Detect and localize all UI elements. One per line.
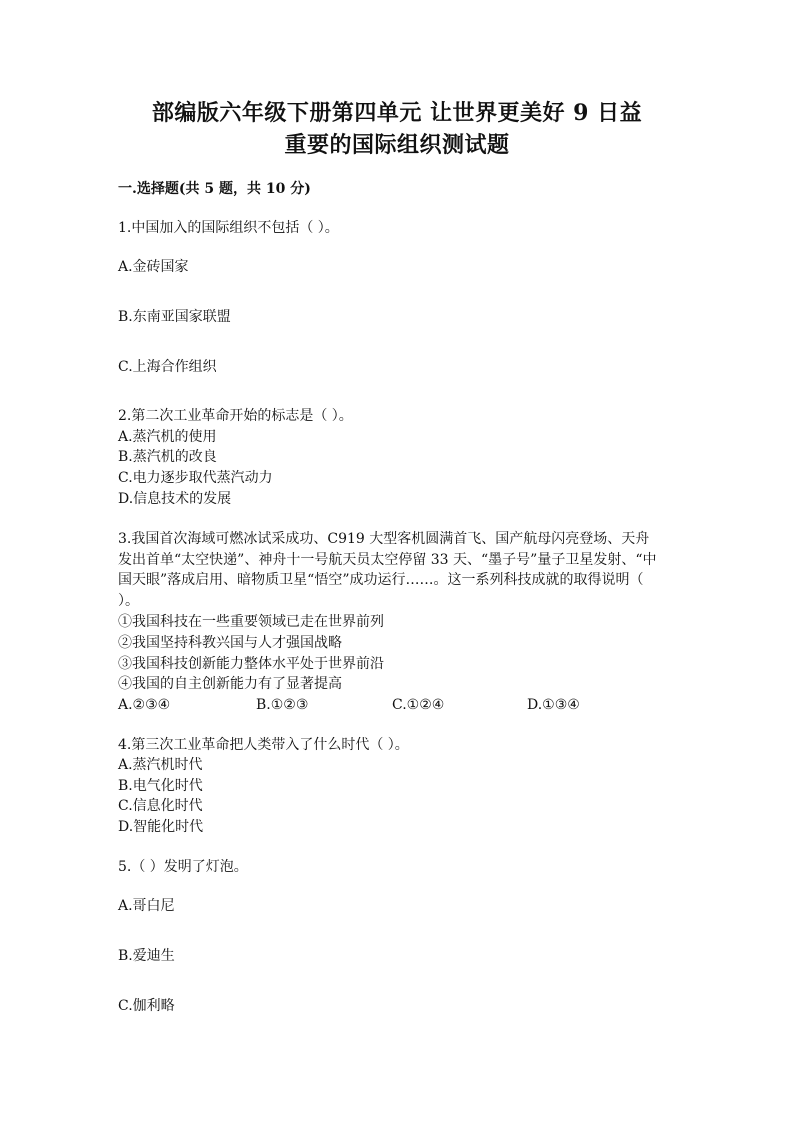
question-3-statement-1: ①我国科技在一些重要领域已走在世界前列: [118, 614, 384, 630]
question-4-option-c: C.信息化时代: [118, 798, 203, 814]
question-2-option-c: C.电力逐步取代蒸汽动力: [118, 470, 273, 486]
question-1-option-c: C.上海合作组织: [118, 359, 217, 375]
question-2-option-b: B.蒸汽机的改良: [118, 449, 217, 465]
question-2-stem: 2.第二次工业革命开始的标志是（ ）。: [118, 408, 353, 424]
question-5-stem: 5.（ ）发明了灯泡。: [118, 859, 248, 875]
question-1-option-b: B.东南亚国家联盟: [118, 309, 231, 325]
question-2-option-a: A.蒸汽机的使用: [118, 429, 217, 445]
question-4-stem: 4.第三次工业革命把人类带入了什么时代（ ）。: [118, 737, 409, 753]
question-3-statement-2: ②我国坚持科教兴国与人才强国战略: [118, 635, 342, 651]
question-4-option-d: D.智能化时代: [118, 819, 204, 835]
question-1-stem: 1.中国加入的国际组织不包括（ ）。: [118, 220, 339, 236]
question-3-option-a: A.②③④: [118, 697, 171, 713]
section-heading: 一.选择题(共 5 题，共 10 分): [118, 181, 311, 197]
question-5-option-b: B.爱迪生: [118, 948, 175, 964]
question-3-statement-3: ③我国科技创新能力整体水平处于世界前沿: [118, 656, 384, 672]
question-4-option-b: B.电气化时代: [118, 778, 203, 794]
question-4-option-a: A.蒸汽机时代: [118, 757, 203, 773]
question-3-stem: 3.我国首次海域可燃冰试采成功、C919 大型客机圆满首飞、国产航母闪亮登场、天舟发出首单“太空快递”、神舟十一号航天员太空停留 33 天、“墨子号”量子卫星发射、“中国天眼”落成启用、暗物质卫星“悟空”成功运行……。这一系列科技成就的取得说明（ ）。: [118, 531, 657, 610]
question-3-option-b: B.①②③: [256, 697, 309, 713]
document-title-line-2: 重要的国际组织测试题: [284, 132, 510, 158]
question-3-option-d: D.①③④: [527, 697, 580, 713]
question-5-option-a: A.哥白尼: [118, 898, 175, 914]
question-3-statement-4: ④我国的自主创新能力有了显著提高: [118, 676, 342, 692]
question-1-option-a: A.金砖国家: [118, 259, 189, 275]
question-5-option-c: C.伽利略: [118, 998, 175, 1014]
question-2-option-d: D.信息技术的发展: [118, 491, 232, 507]
document-title-line-1: 部编版六年级下册第四单元 让世界更美好 9 日益: [151, 100, 643, 126]
question-3-option-c: C.①②④: [392, 697, 445, 713]
